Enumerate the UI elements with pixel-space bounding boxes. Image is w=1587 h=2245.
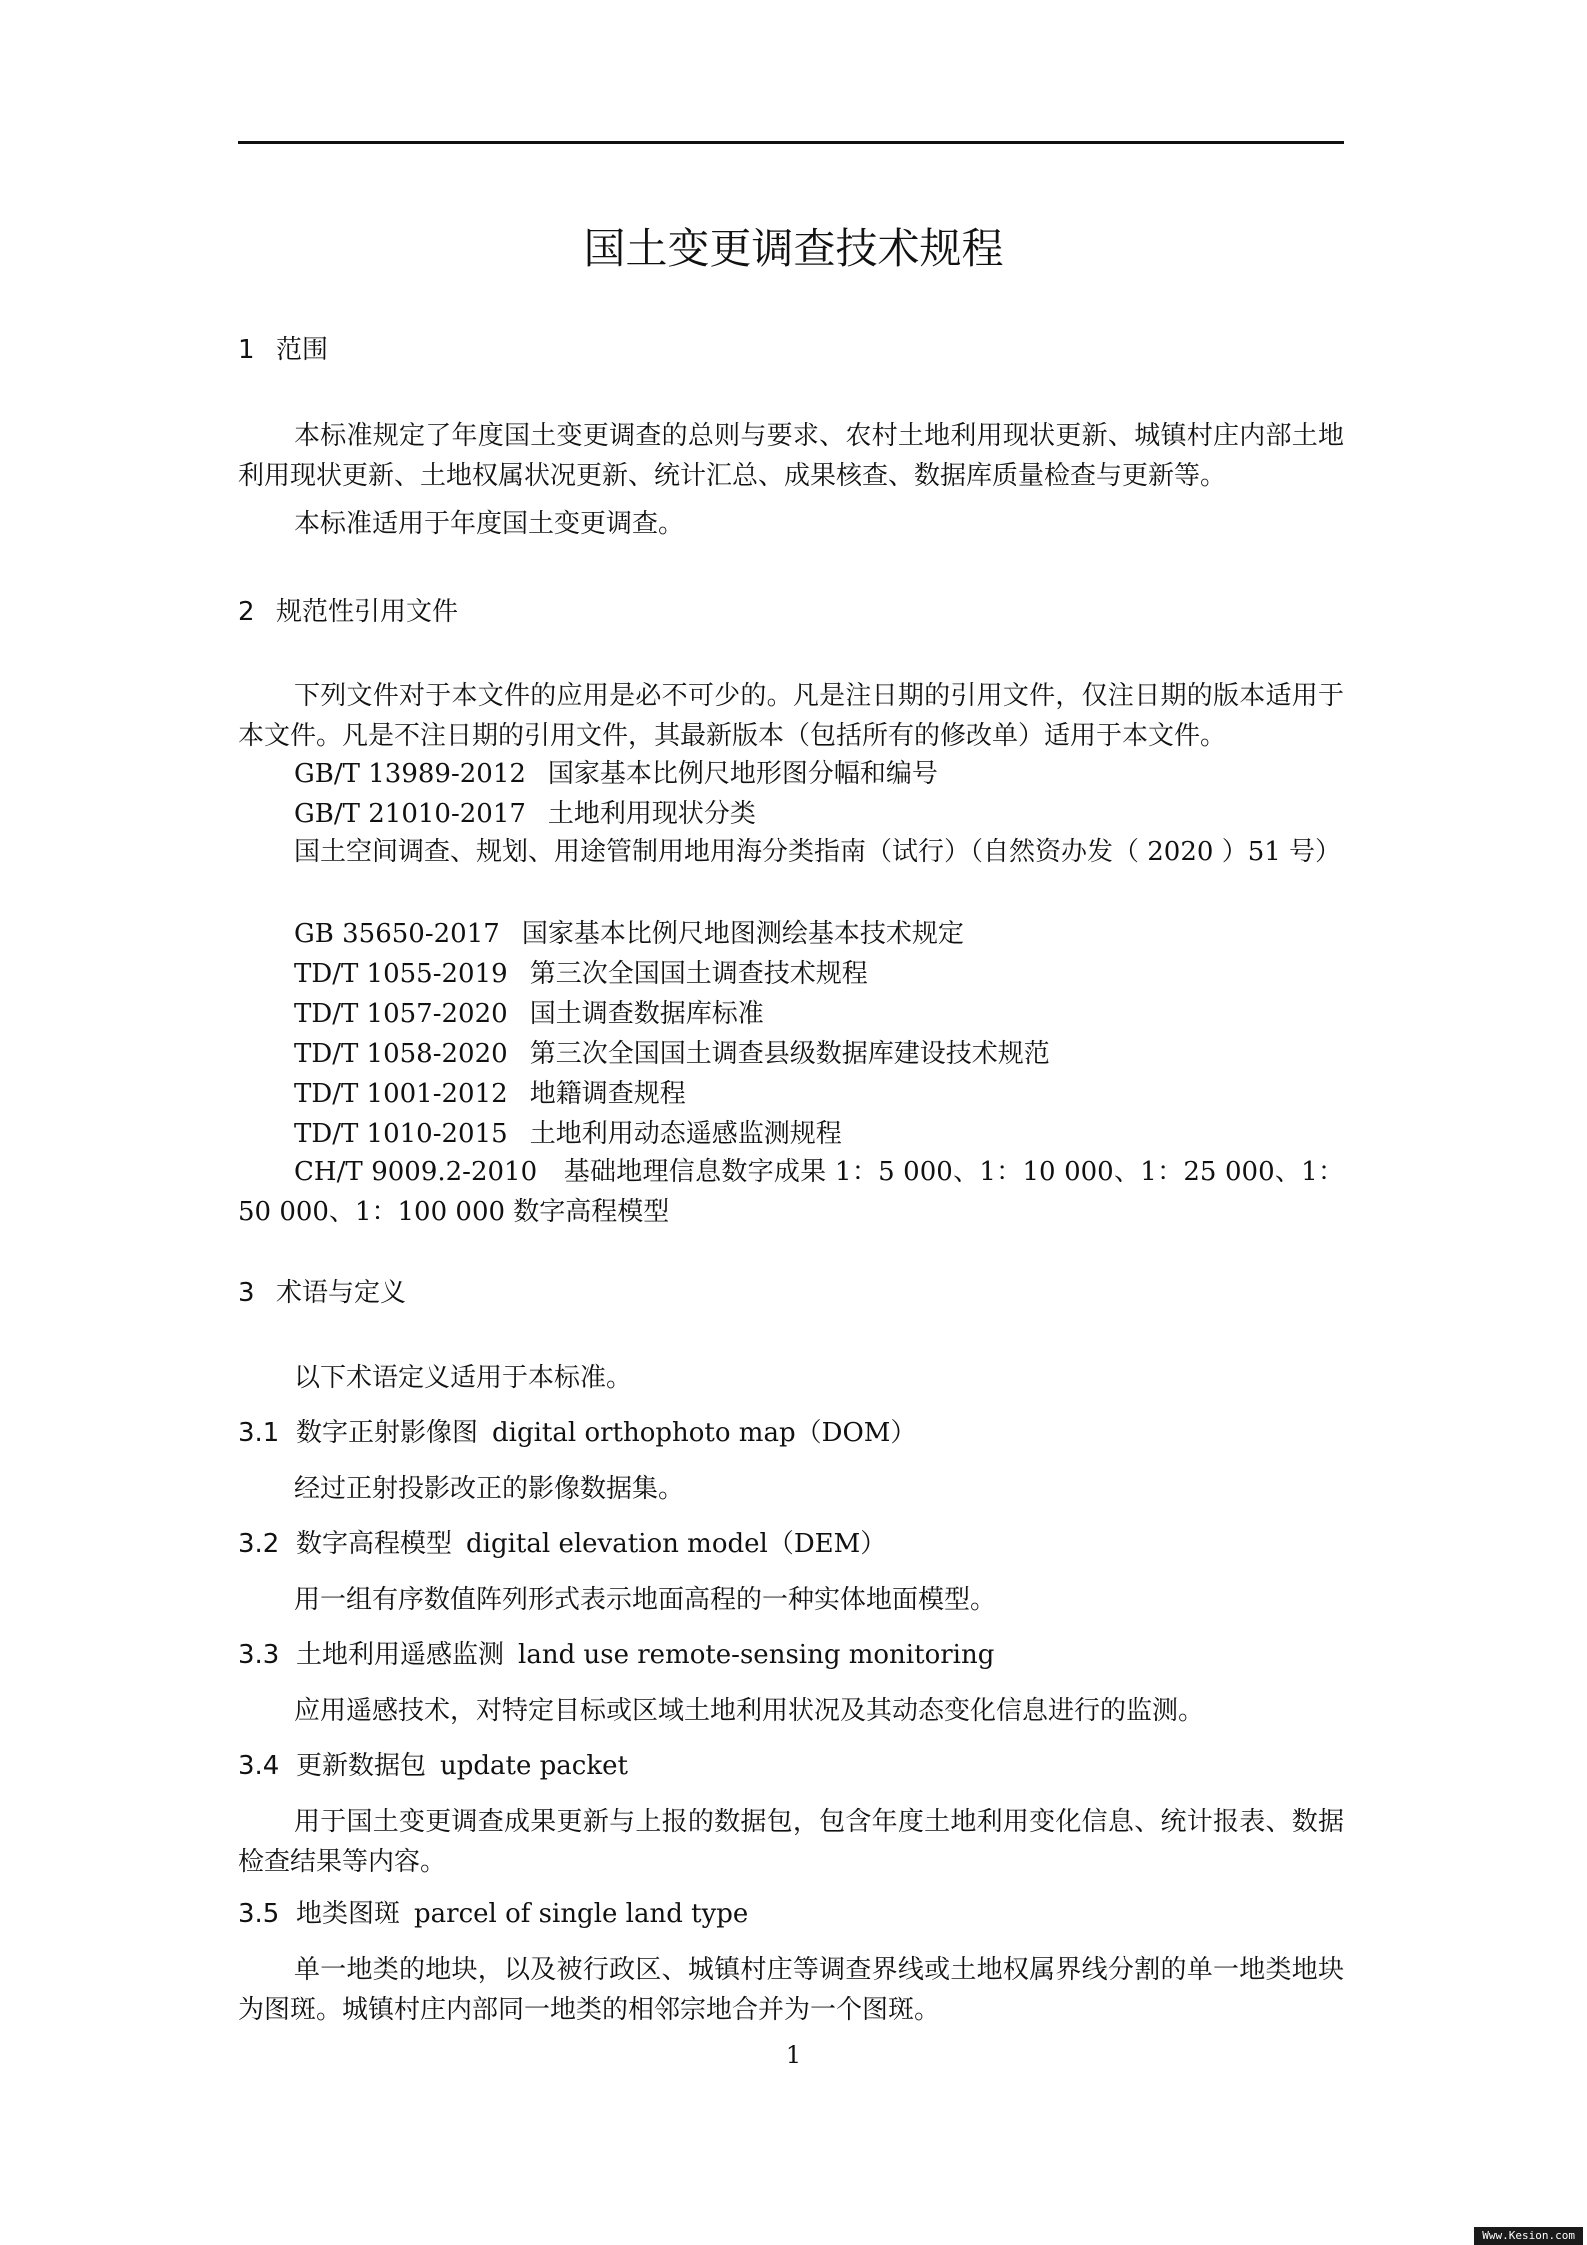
term-name: 数字正射影像图 <box>296 1418 479 1448</box>
term-heading <box>238 1749 628 1783</box>
term-number: 3.1 <box>238 1418 280 1448</box>
reference-title: 土地利用动态遥感监测规程 <box>529 1119 842 1149</box>
terms-intro: 以下术语定义适用于本标准。 <box>294 1363 633 1393</box>
reference-title: 国家基本比例尺地图测绘基本技术规定 <box>521 919 964 949</box>
reference-code: TD/T 1055-2019 <box>294 959 508 989</box>
reference-title: 土地利用现状分类 <box>547 799 756 829</box>
references-intro: 下列文件对于本文件的应用是必不可少的。凡是注日期的引用文件，仅注日期的版本适用于本文件。凡是不注日期的引用文件，其最新版本（包括所有的修改单）适用于本文件。 <box>238 681 1344 751</box>
term-number: 3.2 <box>238 1529 280 1559</box>
scope-paragraph-1: 本标准规定了年度国土变更调查的总则与要求、农村土地利用现状更新、城镇村庄内部土地利用现状更新、土地权属状况更新、统计汇总、成果核查、数据库质量检查与更新等。 <box>238 421 1344 491</box>
section-title: 范围 <box>276 335 329 365</box>
term-english: parcel of single land type <box>414 1899 749 1929</box>
reference-item <box>294 1077 686 1111</box>
reference-item-wrapped: 国土空间调查、规划、用途管制用地用海分类指南（试行）（自然资办发（ 2020 ）51 号） <box>294 837 1342 867</box>
term-english: update packet <box>440 1751 628 1781</box>
term-definition: 经过正射投影改正的影像数据集。 <box>294 1474 685 1504</box>
reference-title: 第三次全国国土调查技术规程 <box>529 959 868 989</box>
section-number: 3 <box>238 1278 255 1308</box>
term-heading <box>238 1416 916 1450</box>
reference-item-wrapped: CH/T 9009.2-2010 基础地理信息数字成果 1：5 000、1：10 000、1：25 000、1：50 000、1：100 000 数字高程模型 <box>238 1157 1344 1227</box>
reference-code: GB 35650-2017 <box>294 919 500 949</box>
term-definition: 用于国土变更调查成果更新与上报的数据包，包含年度土地利用变化信息、统计报表、数据检查结果等内容。 <box>238 1807 1344 1877</box>
reference-item <box>294 917 964 951</box>
reference-code: TD/T 1010-2015 <box>294 1119 508 1149</box>
term-name: 土地利用遥感监测 <box>296 1640 505 1670</box>
reference-code: GB/T 13989-2012 <box>294 759 526 789</box>
section-3-heading <box>238 1276 406 1310</box>
term-english: land use remote-sensing monitoring <box>518 1640 995 1670</box>
reference-code: TD/T 1057-2020 <box>294 999 508 1029</box>
page-number: 1 <box>785 2041 802 2069</box>
section-2-heading <box>238 595 458 629</box>
reference-item <box>294 1117 842 1151</box>
term-name: 更新数据包 <box>296 1751 427 1781</box>
term-name: 地类图斑 <box>296 1899 401 1929</box>
reference-item <box>294 1037 1050 1071</box>
reference-item <box>294 757 938 791</box>
document-title: 国土变更调查技术规程 <box>583 224 1004 273</box>
reference-title: 国土调查数据库标准 <box>529 999 764 1029</box>
reference-title: 国家基本比例尺地形图分幅和编号 <box>547 759 938 789</box>
reference-title: 地籍调查规程 <box>529 1079 686 1109</box>
term-heading <box>238 1897 748 1931</box>
section-1-heading <box>238 333 328 367</box>
term-name: 数字高程模型 <box>296 1529 453 1559</box>
reference-item <box>294 957 868 991</box>
term-heading <box>238 1638 994 1672</box>
reference-item <box>294 997 764 1031</box>
reference-title: 第三次全国国土调查县级数据库建设技术规范 <box>529 1039 1050 1069</box>
term-definition: 应用遥感技术，对特定目标或区域土地利用状况及其动态变化信息进行的监测。 <box>294 1696 1205 1726</box>
reference-code: TD/T 1058-2020 <box>294 1039 508 1069</box>
section-title: 规范性引用文件 <box>276 597 459 627</box>
reference-code: GB/T 21010-2017 <box>294 799 526 829</box>
term-english: digital elevation model（DEM） <box>466 1529 887 1559</box>
scope-paragraph-2: 本标准适用于年度国土变更调查。 <box>294 509 685 539</box>
term-definition: 用一组有序数值阵列形式表示地面高程的一种实体地面模型。 <box>294 1585 997 1615</box>
term-number: 3.4 <box>238 1751 280 1781</box>
reference-item <box>294 797 756 831</box>
term-number: 3.5 <box>238 1899 280 1929</box>
header-rule <box>238 141 1344 144</box>
term-definition: 单一地类的地块，以及被行政区、城镇村庄等调查界线或土地权属界线分割的单一地类地块为图斑。城镇村庄内部同一地类的相邻宗地合并为一个图斑。 <box>238 1955 1344 2025</box>
term-english: digital orthophoto map（DOM） <box>492 1418 917 1448</box>
site-watermark: Www.Kesion.com <box>1474 2227 1583 2245</box>
reference-code: TD/T 1001-2012 <box>294 1079 508 1109</box>
term-heading <box>238 1527 886 1561</box>
section-title: 术语与定义 <box>276 1278 407 1308</box>
section-number: 1 <box>238 335 255 365</box>
term-number: 3.3 <box>238 1640 280 1670</box>
section-number: 2 <box>238 597 255 627</box>
